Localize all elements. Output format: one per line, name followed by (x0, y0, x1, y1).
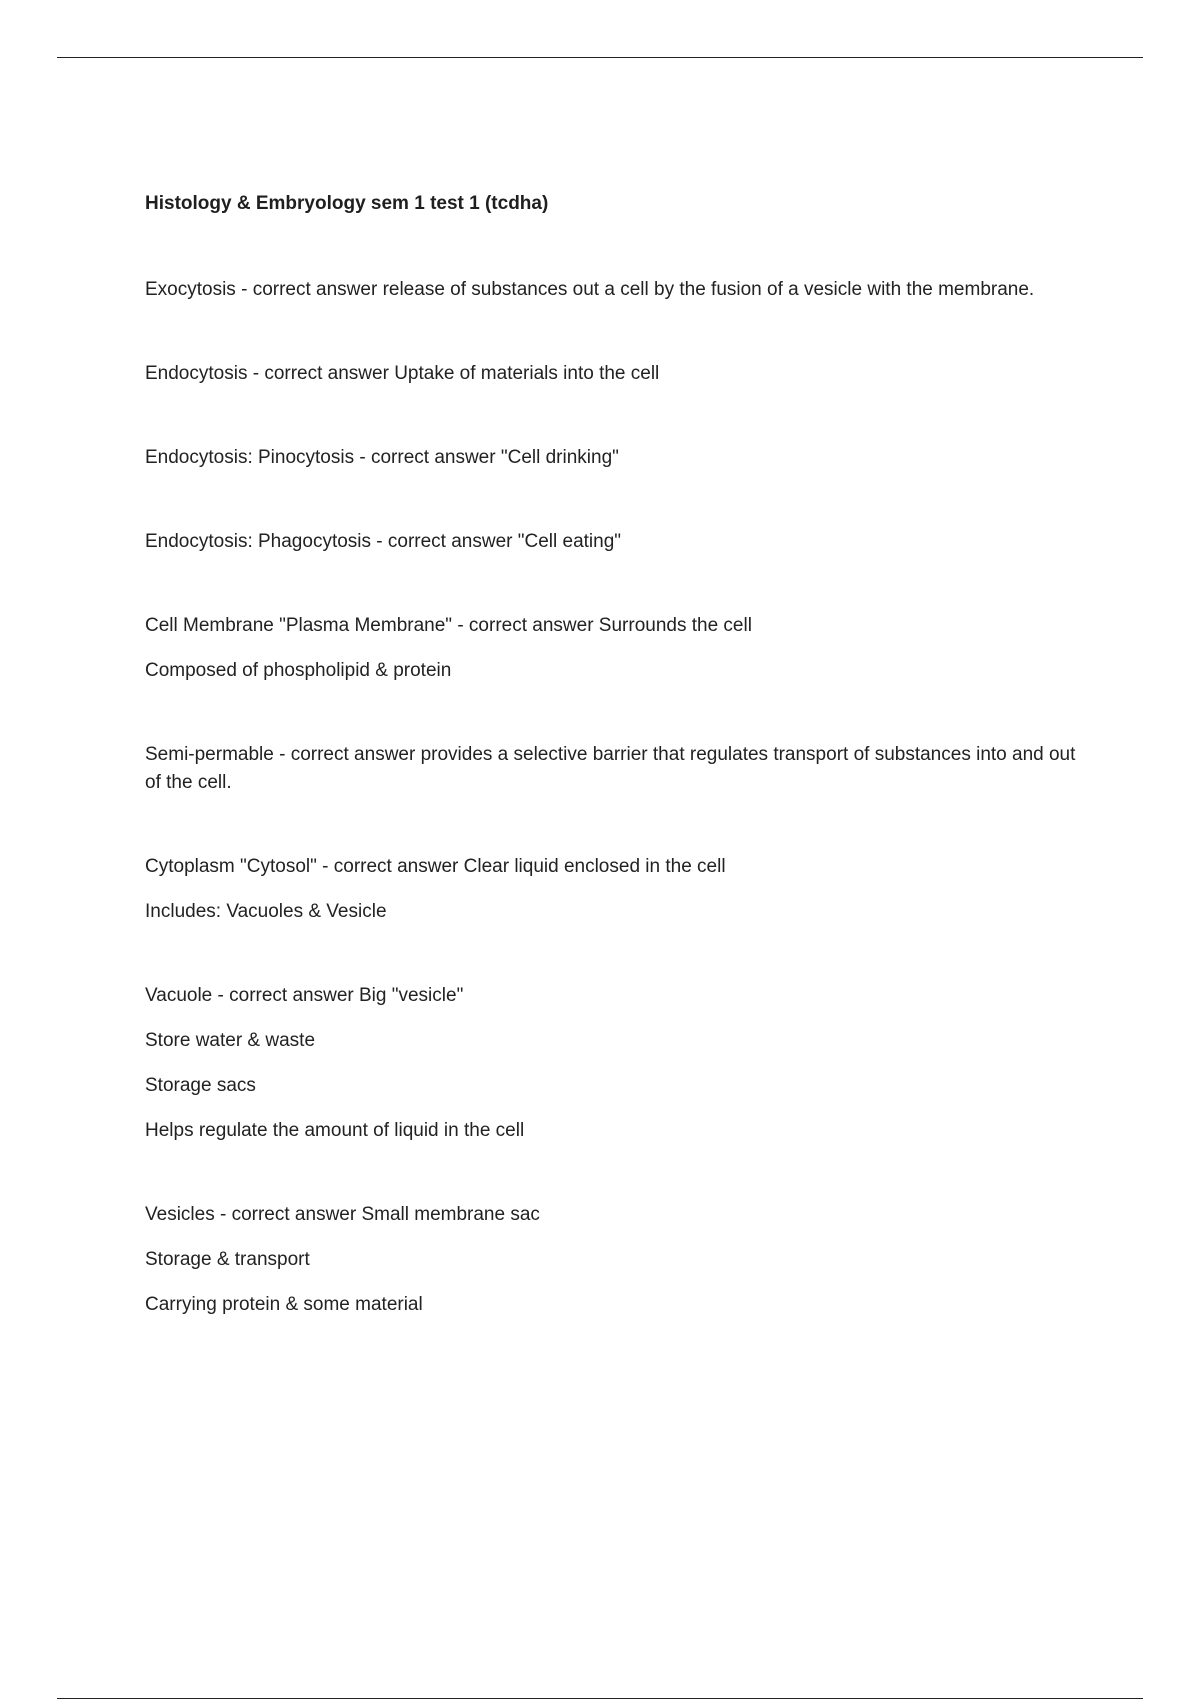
document-title: Histology & Embryology sem 1 test 1 (tcdha) (145, 193, 549, 214)
entry-line: Endocytosis: Phagocytosis - correct answer "Cell eating" (145, 531, 622, 552)
entry-line: Semi-permable - correct answer provides a selective barrier that regulates transport of substances into and out of the cell. (145, 744, 1076, 793)
entry-line: Vesicles - correct answer Small membrane sac (145, 1204, 540, 1225)
entry-semi-permable (145, 741, 1085, 797)
entry-line: Helps regulate the amount of liquid in the cell (145, 1120, 525, 1141)
entry-line: Exocytosis - correct answer release of substances out a cell by the fusion of a vesicle with the membrane. (145, 279, 1035, 300)
entry-line: Includes: Vacuoles & Vesicle (145, 901, 387, 922)
entry-vesicles (145, 1201, 1085, 1319)
entry-line: Vacuole - correct answer Big "vesicle" (145, 985, 464, 1006)
entry-line: Store water & waste (145, 1030, 316, 1051)
entry-line: Composed of phospholipid & protein (145, 660, 452, 681)
entry-vacuole (145, 982, 1085, 1145)
document-body (145, 190, 1085, 1375)
entry-line: Cell Membrane "Plasma Membrane" - correct answer Surrounds the cell (145, 615, 752, 636)
entry-phagocytosis (145, 528, 1085, 556)
entry-exocytosis (145, 276, 1085, 304)
entry-line: Cytoplasm "Cytosol" - correct answer Clear liquid enclosed in the cell (145, 856, 726, 877)
top-rule (57, 57, 1143, 58)
entry-cytoplasm (145, 853, 1085, 926)
entry-line: Storage sacs (145, 1075, 256, 1096)
entry-line: Endocytosis: Pinocytosis - correct answer "Cell drinking" (145, 447, 619, 468)
bottom-rule (57, 1698, 1143, 1699)
entry-endocytosis (145, 360, 1085, 388)
entry-cell-membrane (145, 612, 1085, 685)
entry-line: Storage & transport (145, 1249, 310, 1270)
entry-line: Carrying protein & some material (145, 1294, 423, 1315)
entry-pinocytosis (145, 444, 1085, 472)
entry-line: Endocytosis - correct answer Uptake of materials into the cell (145, 363, 660, 384)
